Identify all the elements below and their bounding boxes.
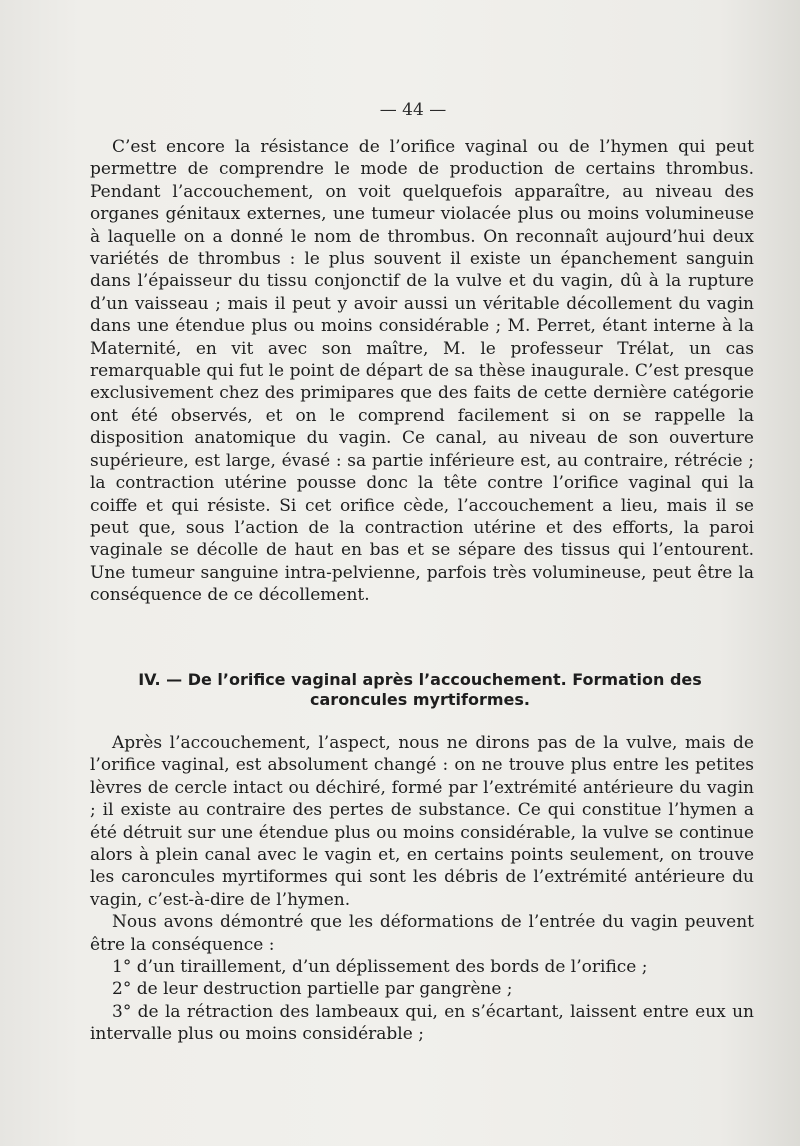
list-item: 2° de leur destruction partielle par gangrène ; (112, 979, 513, 1000)
text-block-caroncules (90, 732, 754, 1046)
text-block-thrombus (90, 136, 754, 607)
list-item: 3° de la rétraction des lambeaux qui, en s’écartant, laissent entre eux un intervalle plus ou moins considérable ; (90, 1001, 754, 1045)
section-heading (120, 670, 720, 710)
paragraph: C’est encore la résistance de l’orifice vaginal ou de l’hymen qui peut permettre de comprendre le mode de production de certains thrombus. Pendant l’accouchement, on voit quelquefois apparaître, au niveau des organes génitaux externes, une tumeur violacée plus ou moins volumineuse à laquelle on a donné le nom de thrombus. On reconnaît aujourd’hui deux variétés de thrombus : le plus souvent il existe un épanchement sanguin dans l’épaisseur du tissu conjonctif de la vulve et du vagin, dû à la rupture d’un vaisseau ; mais il peut y avoir aussi un véritable décollement du vagin dans une étendue plus ou moins considérable ; M. Perret, étant interne à la Maternité, en vit avec son maître, M. le professeur Trélat, un cas remarquable qui fut le point de départ de sa thèse inaugurale. C’est presque exclusivement chez des primipares que des faits de cette dernière catégorie ont été observés, et on le comprend facilement si on se rappelle la disposition anatomique du vagin. Ce canal, au niveau de son ouverture supérieure, est large, évasé : sa partie inférieure est, au contraire, rétrécie ; la contraction utérine pousse donc la tête contre l’orifice vaginal qui la coiffe et qui résiste. Si cet orifice cède, l’accouchement a lieu, mais il se peut que, sous l’action de la contraction utérine et des efforts, la paroi vaginale se décolle de haut en bas et se sépare des tissus qui l’entourent. Une tumeur sanguine intra-pelvienne, parfois très volumineuse, peut être la conséquence de ce décollement. (90, 137, 754, 606)
paragraph: Après l’accouchement, l’aspect, nous ne dirons pas de la vulve, mais de l’orifice vaginal, est absolument changé : on ne trouve plus entre les petites lèvres de cercle intact ou déchiré, formé par l’extrémité antérieure du vagin ; il existe au contraire des pertes de substance. Ce qui constitue l’hymen a été détruit sur une étendue plus ou moins considérable, la vulve se continue alors à plein canal avec le vagin et, en certains points seulement, on trouve les caroncules myrtiformes qui sont les débris de l’extrémité antérieure du vagin, c’est-à-dire de l’hymen. (90, 733, 754, 910)
section-heading-line-2: caroncules myrtiformes. (310, 690, 530, 709)
paragraph: Nous avons démontré que les déformations de l’entrée du vagin peuvent être la conséquence : (90, 912, 754, 955)
page-number: — 44 — (379, 100, 447, 120)
list-item: 1° d’un tiraillement, d’un déplissement des bords de l’orifice ; (112, 957, 648, 978)
section-heading-line-1: IV. — De l’orifice vaginal après l’accouchement. Formation des (138, 670, 702, 689)
